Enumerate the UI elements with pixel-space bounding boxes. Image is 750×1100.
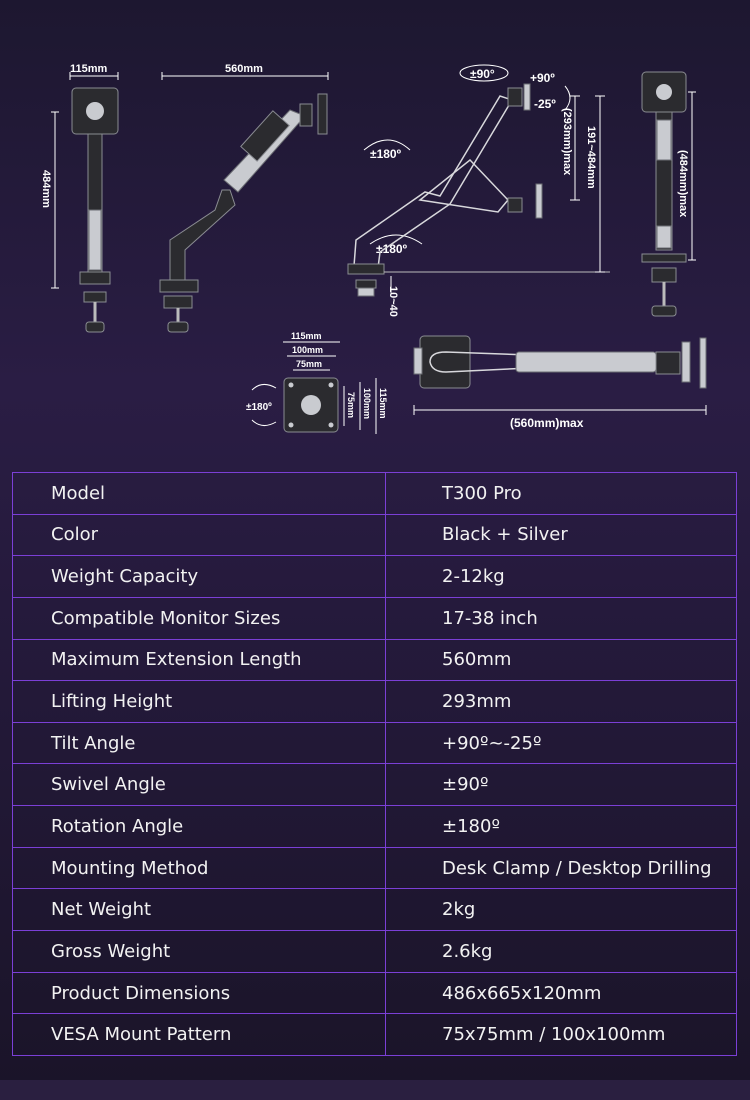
spec-value: +90º~-25º xyxy=(386,722,737,764)
spec-label: Product Dimensions xyxy=(13,972,386,1014)
spec-label: VESA Mount Pattern xyxy=(13,1014,386,1056)
table-row xyxy=(13,722,737,764)
spec-value: 293mm xyxy=(386,681,737,723)
spec-table xyxy=(12,472,737,1056)
front-view xyxy=(40,63,118,332)
spec-value: T300 Pro xyxy=(386,473,737,515)
table-row xyxy=(13,806,737,848)
table-row xyxy=(13,972,737,1014)
spec-value: 2.6kg xyxy=(386,931,737,973)
rotate-bottom-label: ±180º xyxy=(376,242,407,256)
spec-value: 560mm xyxy=(386,639,737,681)
spec-label: Maximum Extension Length xyxy=(13,639,386,681)
spec-label: Lifting Height xyxy=(13,681,386,723)
vesa-115-label: 115mm xyxy=(291,331,322,341)
vesa-view xyxy=(246,331,388,434)
vesa-v115-label: 115mm xyxy=(378,388,388,419)
vesa-v100-label: 100mm xyxy=(362,388,372,420)
spec-value: 2kg xyxy=(386,889,737,931)
table-row xyxy=(13,1014,737,1056)
vesa-100-label: 100mm xyxy=(292,345,324,355)
tilt-down-label: -25º xyxy=(534,97,556,111)
table-row xyxy=(13,473,737,515)
spec-value: Desk Clamp / Desktop Drilling xyxy=(386,847,737,889)
spec-value: ±180º xyxy=(386,806,737,848)
dimension-diagram xyxy=(0,0,750,460)
spec-value: 17-38 inch xyxy=(386,597,737,639)
rotate-top-label: ±180º xyxy=(370,147,401,161)
height-range-label: 191~484mm xyxy=(585,126,597,189)
swivel-label: ±90° xyxy=(470,67,495,81)
top-extension-label: (560mm)max xyxy=(510,416,584,430)
spec-label: Color xyxy=(13,514,386,556)
spec-label: Swivel Angle xyxy=(13,764,386,806)
side-view xyxy=(160,63,328,332)
spec-label: Mounting Method xyxy=(13,847,386,889)
table-row xyxy=(13,764,737,806)
spec-label: Tilt Angle xyxy=(13,722,386,764)
table-row xyxy=(13,681,737,723)
spec-value: 486x665x120mm xyxy=(386,972,737,1014)
vesa-v75-label: 75mm xyxy=(346,392,356,419)
top-view xyxy=(414,336,706,430)
table-row xyxy=(13,931,737,973)
vesa-rotate-label: ±180º xyxy=(246,402,272,413)
side-height-label: (484mm)max xyxy=(677,150,689,218)
vesa-75-label: 75mm xyxy=(296,359,323,369)
motion-view xyxy=(348,65,610,317)
table-row xyxy=(13,639,737,681)
front-width-label: 115mm xyxy=(70,63,108,75)
spec-value: 75x75mm / 100x100mm xyxy=(386,1014,737,1056)
spec-label: Model xyxy=(13,473,386,515)
lift-label: (293mm)max xyxy=(561,108,573,176)
table-row xyxy=(13,556,737,598)
spec-label: Net Weight xyxy=(13,889,386,931)
bottom-strip xyxy=(0,1080,750,1100)
table-row xyxy=(13,847,737,889)
table-row xyxy=(13,889,737,931)
clamp-range-label: 10~40 xyxy=(387,286,399,317)
spec-value: Black + Silver xyxy=(386,514,737,556)
table-row xyxy=(13,514,737,556)
table-row xyxy=(13,597,737,639)
tilt-up-label: +90º xyxy=(530,71,555,85)
spec-value: ±90º xyxy=(386,764,737,806)
spec-label: Weight Capacity xyxy=(13,556,386,598)
spec-value: 2-12kg xyxy=(386,556,737,598)
front-height-label: 484mm xyxy=(40,170,52,208)
spec-label: Rotation Angle xyxy=(13,806,386,848)
side-extension-label: 560mm xyxy=(225,63,263,75)
spec-label: Compatible Monitor Sizes xyxy=(13,597,386,639)
spec-label: Gross Weight xyxy=(13,931,386,973)
back-view xyxy=(642,72,696,316)
